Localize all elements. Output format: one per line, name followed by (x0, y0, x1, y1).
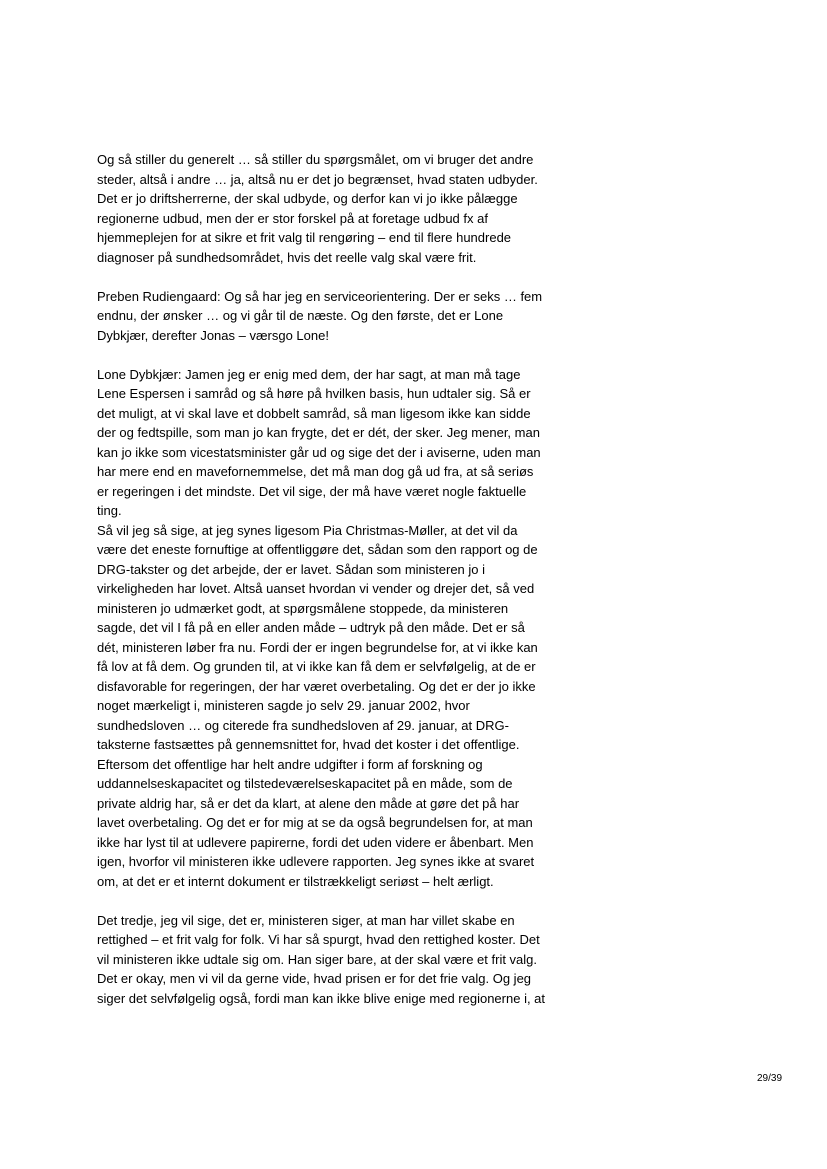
page-number: 29/39 (757, 1073, 783, 1084)
text-line: har mere end en mavefornemmelse, det må man dog gå ud fra, at så seriøs (97, 464, 534, 479)
text-line: steder, altså i andre … ja, altså nu er det jo begrænset, hvad staten udbyder. (97, 171, 538, 187)
text-line: Lone Dybkjær: Jamen jeg er enig med dem, der har sagt, at man må tage (97, 366, 521, 382)
text-line: ministeren jo udmærket godt, at spørgsmålene stoppede, da ministeren (97, 600, 509, 616)
text-line: disfavorable for regeringen, der har været overbetaling. Og det er der jo ikke (97, 678, 536, 694)
text-line: Det er jo driftsherrerne, der skal udbyde, og derfor kan vi jo ikke pålægge (97, 191, 518, 206)
text-line: diagnoser på sundhedsområdet, hvis det reelle valg skal være frit. (97, 249, 477, 265)
text-line: dét, ministeren løber fra nu. Fordi der er ingen begrundelse for, at vi ikke kan (97, 639, 538, 655)
text-line: få lov at få dem. Og grunden til, at vi ikke kan få dem er selvfølgelig, at de er (97, 659, 536, 674)
text-line: rettighed – et frit valg for folk. Vi har så spurgt, hvad den rettighed koster. Det (97, 932, 540, 947)
text-line: taksterne fastsættes på gennemsnittet for, hvad det koster i det offentlige. (97, 737, 520, 752)
paragraph-spacer (97, 891, 597, 911)
text-line: kan jo ikke som vicestatsminister går ud og sige det der i aviserne, uden man (97, 444, 541, 460)
text-line: om, at det er et internt dokument er tilstrækkeligt seriøst – helt ærligt. (97, 873, 494, 889)
text-line: Det tredje, jeg vil sige, det er, ministeren siger, at man har villet skabe en (97, 912, 515, 928)
text-line: hjemmeplejen for at sikre et frit valg til rengøring – end til flere hundrede (97, 230, 512, 245)
paragraph-spacer (97, 345, 597, 365)
text-line: Lene Espersen i samråd og så høre på hvilken basis, hun udtaler sig. Så er (97, 386, 531, 401)
text-line: Og så stiller du generelt … så stiller du spørgsmålet, om vi bruger det andre (97, 152, 534, 167)
text-line: noget mærkeligt i, ministeren sagde jo selv 29. januar 2002, hvor (97, 698, 470, 713)
text-line: er regeringen i det mindste. Det vil sige, der må have været nogle faktuelle (97, 483, 527, 499)
text-line: der og fedtspille, som man jo kan frygte, det er dét, der sker. Jeg mener, man (97, 425, 540, 440)
text-line: endnu, der ønsker … og vi går til de næste. Og den første, det er Lone (97, 308, 504, 323)
text-line: Preben Rudiengaard: Og så har jeg en serviceorientering. Der er seks … fem (97, 288, 543, 304)
paragraph-1 (97, 150, 597, 267)
text-line: private aldrig har, så er det da klart, at alene den måde at gøre det på har (97, 795, 520, 811)
text-line: være det eneste fornuftige at offentliggøre det, sådan som den rapport og de (97, 542, 538, 557)
text-line: DRG-takster og det arbejde, der er lavet. Sådan som ministeren jo i (97, 561, 486, 577)
paragraph-5 (97, 911, 597, 1009)
text-line: lavet overbetaling. Og det er for mig at se da også begrundelsen for, at man (97, 815, 533, 830)
text-line: ikke har lyst til at udlevere papirerne, fordi det uden videre er åbenbart. Men (97, 834, 534, 850)
paragraph-2 (97, 287, 597, 346)
text-line: det muligt, at vi skal lave et dobbelt samråd, så man ligesom ikke kan sidde (97, 405, 531, 421)
text-line: Eftersom det offentlige har helt andre udgifter i form af forskning og (97, 756, 483, 772)
text-line: ting. (97, 503, 122, 518)
text-line: Dybkjær, derefter Jonas – værsgo Lone! (97, 327, 329, 343)
text-line: regionerne udbud, men der er stor forskel på at foretage udbud fx af (97, 210, 488, 226)
body-text (97, 150, 597, 1008)
text-line: Så vil jeg så sige, at jeg synes ligesom Pia Christmas-Møller, at det vil da (97, 522, 518, 538)
paragraph-4 (97, 521, 597, 892)
text-line: igen, hvorfor vil ministeren ikke udlevere rapporten. Jeg synes ikke at svaret (97, 854, 535, 869)
text-line: virkeligheden har lovet. Altså uanset hvordan vi vender og drejer det, så ved (97, 581, 535, 596)
text-line: uddannelseskapacitet og tilstedeværelseskapacitet på en måde, som de (97, 776, 513, 791)
text-line: siger det selvfølgelig også, fordi man kan ikke blive enige med regionerne i, at (97, 990, 546, 1006)
text-line: Det er okay, men vi vil da gerne vide, hvad prisen er for det frie valg. Og jeg (97, 971, 532, 986)
paragraph-3 (97, 365, 597, 521)
text-line: sagde, det vil I få på en eller anden måde – udtryk på den måde. Det er så (97, 620, 525, 635)
text-line: sundhedsloven … og citerede fra sundhedsloven af 29. januar, at DRG- (97, 717, 509, 733)
text-line: vil ministeren ikke udtale sig om. Han siger bare, at der skal være et frit valg. (97, 951, 538, 967)
paragraph-spacer (97, 267, 597, 287)
